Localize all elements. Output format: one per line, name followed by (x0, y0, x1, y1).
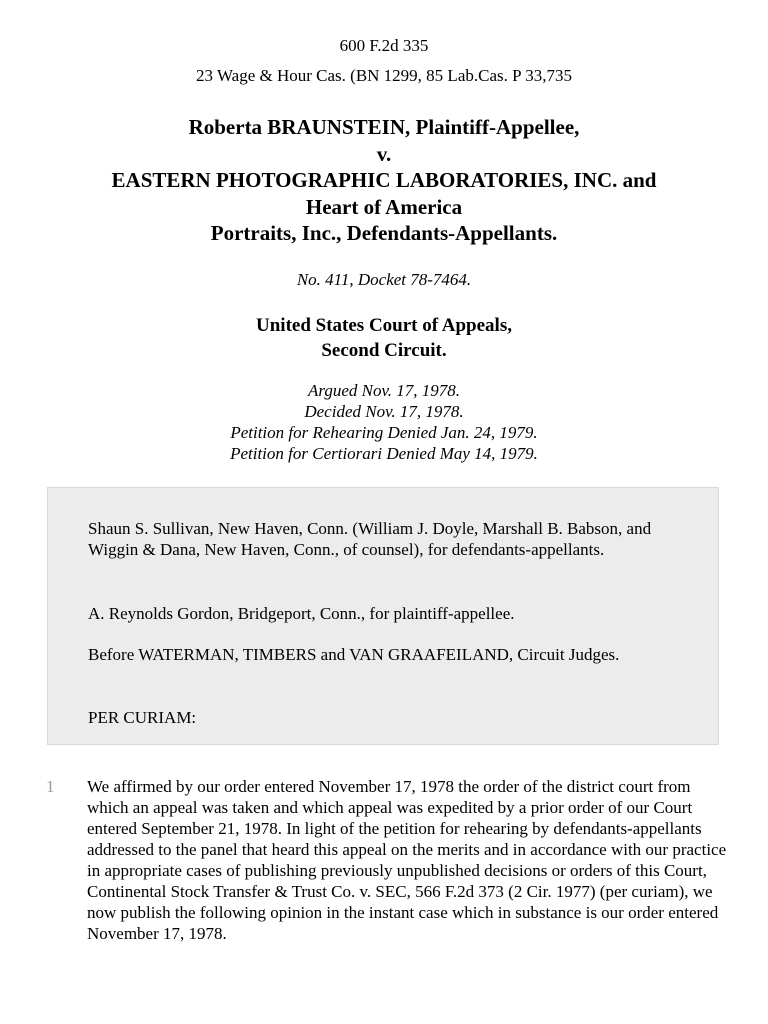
parallel-citation: 23 Wage & Hour Cas. (BN 1299, 85 Lab.Cas. P 33,735 (196, 66, 572, 85)
caption-defendant-1: EASTERN PHOTOGRAPHIC LABORATORIES, INC. and (111, 168, 657, 192)
counsel-appellee: A. Reynolds Gordon, Bridgeport, Conn., for plaintiff-appellee. (88, 604, 515, 623)
date-decided: Decided Nov. 17, 1978. (304, 402, 464, 421)
paragraph-number: 1 (46, 777, 55, 796)
caption-plaintiff: Roberta BRAUNSTEIN, Plaintiff-Appellee, (188, 115, 580, 139)
caption-versus: v. (376, 141, 392, 166)
case-dates (0, 380, 768, 464)
court-name (0, 313, 768, 363)
docket-number: No. 411, Docket 78-7464. (296, 270, 472, 289)
date-certiorari-denied: Petition for Certiorari Denied May 14, 1979. (230, 444, 538, 463)
case-caption (20, 114, 748, 247)
judges-panel: Before WATERMAN, TIMBERS and VAN GRAAFEILAND, Circuit Judges. (88, 645, 620, 664)
caption-defendant-3: Portraits, Inc., Defendants-Appellants. (210, 221, 558, 245)
paragraph-text: We affirmed by our order entered November 17, 1978 the order of the district court from which an appeal was taken and which appeal was expedited by a prior order of our Court entered September 21, 1978. In light of the petition for rehearing by defendants-appellants addressed to the panel that heard this appeal on the merits and in accordance with our practice in appropriate cases of publishing previously unpublished decisions or orders of this Court, Continental Stock Transfer & Trust Co. v. SEC, 566 F.2d 373 (2 Cir. 1977) (per curiam), we now publish the following opinion in the instant case which in substance is our order entered November 17, 1978. (87, 777, 727, 943)
counsel-appellants: Shaun S. Sullivan, New Haven, Conn. (William J. Doyle, Marshall B. Babson, and Wiggin & Dana, New Haven, Conn., of counsel), for defendants-appellants. (88, 519, 652, 559)
court-name-line-1: United States Court of Appeals, (256, 315, 512, 336)
date-rehearing-denied: Petition for Rehearing Denied Jan. 24, 1979. (230, 423, 538, 442)
court-name-line-2: Second Circuit. (321, 340, 447, 361)
caption-defendant-2: Heart of America (305, 194, 463, 219)
counsel-panel (47, 487, 719, 745)
date-argued: Argued Nov. 17, 1978. (307, 381, 461, 400)
per-curiam-heading: PER CURIAM: (88, 708, 197, 727)
reporter-citation: 600 F.2d 335 (339, 36, 429, 55)
